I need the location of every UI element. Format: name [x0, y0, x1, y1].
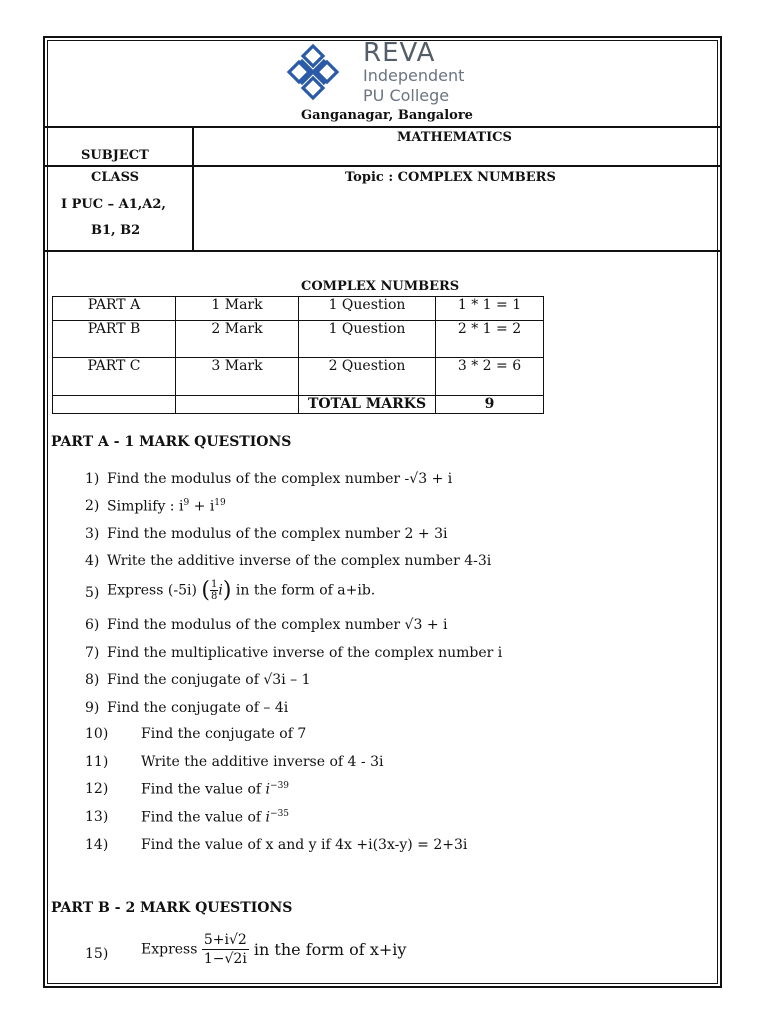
question-text-part: Express (-5i) [107, 582, 197, 599]
question-number: 5) [85, 585, 100, 601]
empty-cell [176, 396, 299, 414]
fraction-numerator: 5+i√2 [203, 932, 247, 948]
question-number: 15) [85, 946, 109, 962]
topic-title: Topic : COMPLEX NUMBERS [345, 170, 556, 185]
variable: i [265, 781, 271, 798]
college-line-3: PU College [363, 86, 450, 105]
exponent: −35 [270, 809, 290, 819]
college-location: Ganganagar, Bangalore [301, 108, 473, 123]
question-number: 9) [85, 700, 100, 716]
question-number: 13) [85, 809, 109, 825]
question-text-part: + i [189, 498, 215, 515]
subject-divider [45, 165, 720, 167]
exponent: 19 [214, 498, 226, 508]
question-text: Find the value of x and y if 4x +i(3x-y) = 2+3i [141, 837, 468, 853]
total-cell: 2 * 1 = 2 [436, 321, 544, 358]
part-cell: PART B [53, 321, 176, 358]
marks-table-title: COMPLEX NUMBERS [301, 279, 460, 294]
part-cell: PART A [53, 297, 176, 321]
exponent: 9 [183, 498, 190, 508]
fraction-denominator: 8 [210, 591, 218, 602]
question-text: Write the additive inverse of 4 - 3i [141, 754, 384, 770]
question-number: 14) [85, 837, 109, 853]
part-b-heading: PART B - 2 MARK QUESTIONS [51, 900, 293, 916]
mark-cell: 2 Mark [176, 321, 299, 358]
question-number: 10) [85, 726, 109, 742]
question-number: 3) [85, 526, 100, 542]
empty-cell [53, 396, 176, 414]
question-number: 2) [85, 498, 100, 514]
question-text-part: in the form of x+iy [248, 940, 407, 959]
class-value-line-2: B1, B2 [91, 223, 141, 238]
class-value-line-1: I PUC – A1,A2, [61, 197, 166, 212]
total-marks-value: 9 [436, 396, 544, 414]
college-line-2: Independent [363, 66, 465, 85]
question-number: 11) [85, 754, 109, 770]
exponent: −39 [270, 781, 290, 791]
college-name: REVA [363, 38, 436, 68]
header-divider [45, 126, 720, 128]
reva-logo-icon [283, 42, 343, 102]
question-text-part: in the form of a+ib. [231, 582, 376, 599]
variable: i [265, 809, 271, 826]
table-total-row [53, 396, 544, 414]
question-number: 8) [85, 672, 100, 688]
class-divider [45, 250, 720, 252]
question-text: Find the multiplicative inverse of the complex number i [107, 645, 503, 661]
question-text [141, 809, 289, 826]
question-text: Find the modulus of the complex number √3 + i [107, 617, 448, 633]
label-column-divider [192, 126, 194, 252]
question-text: Find the conjugate of – 4i [107, 700, 289, 716]
question-number: 12) [85, 781, 109, 797]
question-text: Express (-5i) ( $\frac{1}{8}$ i) in the form of a+ib. [107, 578, 376, 603]
table-row [53, 321, 544, 358]
total-cell: 1 * 1 = 1 [436, 297, 544, 321]
question-text-part: Find the value of [141, 781, 266, 798]
question-number: 7) [85, 645, 100, 661]
total-marks-label: TOTAL MARKS [299, 396, 436, 414]
question-text-part: Express [141, 941, 202, 958]
mark-cell: 1 Mark [176, 297, 299, 321]
marks-table [52, 296, 544, 414]
questions-cell: 1 Question [299, 321, 436, 358]
question-text: Find the conjugate of 7 [141, 726, 307, 742]
question-text [141, 931, 406, 968]
question-text [141, 781, 289, 798]
question-number: 4) [85, 553, 100, 569]
variable: i [218, 582, 223, 599]
question-text: Write the additive inverse of the complex number 4-3i [107, 553, 492, 569]
table-row [53, 358, 544, 396]
subject-value: MATHEMATICS [397, 130, 512, 145]
question-text-part: Find the value of [141, 809, 266, 826]
mark-cell: 3 Mark [176, 358, 299, 396]
question-text: Find the modulus of the complex number 2 + 3i [107, 526, 448, 542]
part-a-heading: PART A - 1 MARK QUESTIONS [51, 434, 292, 450]
question-text-part: Simplify : i [107, 498, 184, 515]
fraction-numerator: 1 [210, 579, 218, 590]
question-text: Find the modulus of the complex number -√3 + i [107, 471, 453, 487]
class-label: CLASS [91, 170, 140, 185]
questions-cell: 2 Question [299, 358, 436, 396]
part-cell: PART C [53, 358, 176, 396]
fraction [202, 931, 249, 968]
question-number: 6) [85, 617, 100, 633]
question-number: 1) [85, 471, 100, 487]
fraction-denominator: 1−√2i [203, 951, 247, 967]
subject-label: SUBJECT [81, 148, 149, 163]
questions-cell: 1 Question [299, 297, 436, 321]
total-cell: 3 * 2 = 6 [436, 358, 544, 396]
table-row [53, 297, 544, 321]
question-text: Find the conjugate of √3i – 1 [107, 672, 311, 688]
question-text [107, 498, 226, 515]
